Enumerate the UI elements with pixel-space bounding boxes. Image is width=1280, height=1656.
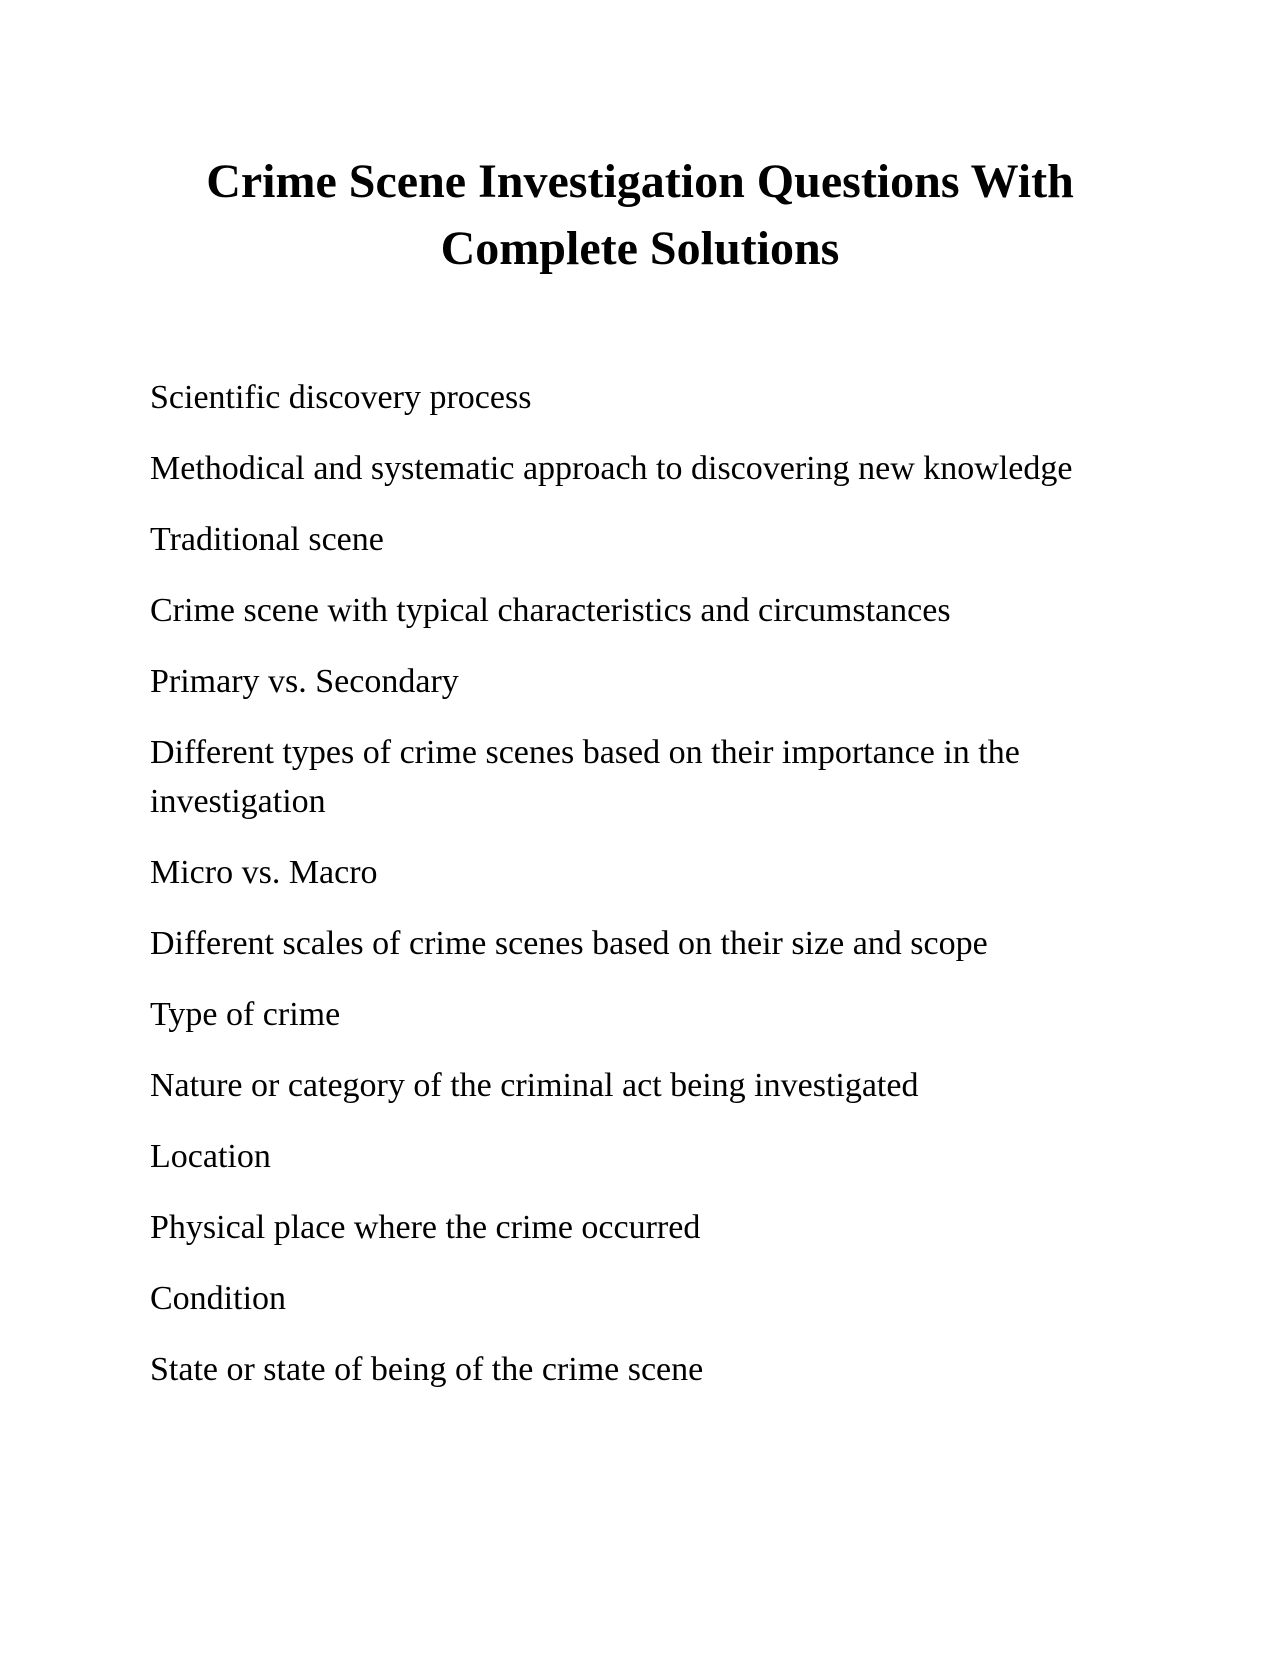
paragraph-term: Condition [150, 1280, 287, 1317]
paragraph-definition: Physical place where the crime occurred [150, 1209, 701, 1246]
paragraph-term: Traditional scene [150, 521, 384, 558]
paragraph-term: Location [150, 1138, 271, 1175]
document-title: Crime Scene Investigation Questions With Complete Solutions [206, 155, 1074, 275]
paragraph-term: Type of crime [150, 996, 341, 1033]
document-body [150, 373, 1150, 1416]
paragraph-definition: Different scales of crime scenes based on their size and scope [150, 925, 988, 962]
paragraph-definition: State or state of being of the crime scene [150, 1351, 704, 1388]
paragraph-term: Scientific discovery process [150, 379, 532, 416]
paragraph-definition: Crime scene with typical characteristics and circumstances [150, 592, 951, 629]
paragraph-term: Micro vs. Macro [150, 854, 378, 891]
paragraph-definition: Different types of crime scenes based on their importance in the investigation [150, 734, 1020, 820]
paragraph-definition: Methodical and systematic approach to discovering new knowledge [150, 450, 1073, 487]
paragraph-term: Primary vs. Secondary [150, 663, 459, 700]
paragraph-definition: Nature or category of the criminal act being investigated [150, 1067, 919, 1104]
